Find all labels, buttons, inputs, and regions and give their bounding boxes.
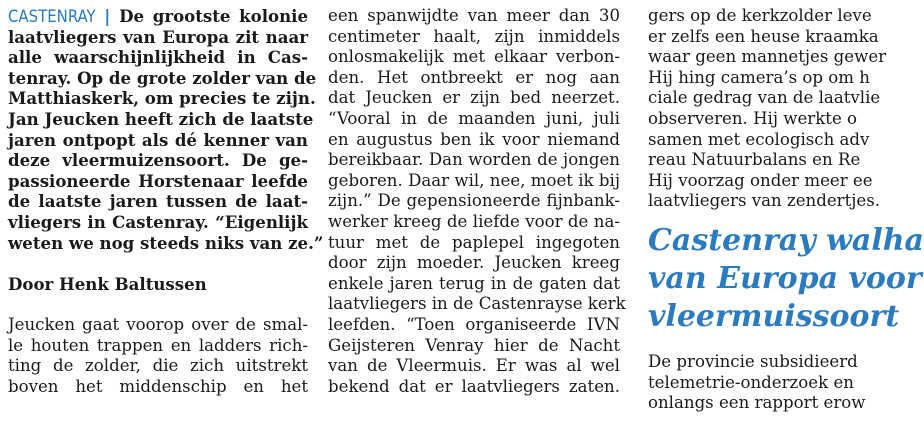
intro-first-line <box>8 6 308 27</box>
intro-line: weten we nog steeds niks van ze.” <box>8 232 324 253</box>
body-line: er zelfs een heuse kraamka <box>648 26 879 46</box>
body-line: een spanwijdte van meer dan 30 <box>328 6 620 25</box>
intro-line: de laatste jaren tussen de laat- <box>8 191 308 212</box>
column-2 <box>328 6 626 397</box>
body-line: le houten trappen en ladders rich- <box>8 335 308 355</box>
body-line: den. Het ontbreekt er nog aan <box>328 67 620 87</box>
body-line: Jeucken gaat voorop over de smal- <box>8 314 308 334</box>
body-line: Geijsteren Venray hier de Nacht <box>328 335 620 355</box>
body-line: bekend dat er laatvliegers zaten. <box>328 376 620 396</box>
column-3 <box>648 6 924 414</box>
byline: Door Henk Baltussen <box>8 273 207 294</box>
body-line: “Vooral in de maanden juni, juli <box>328 108 620 128</box>
body-line: boven het middenschip en het <box>8 376 308 396</box>
body-line: reau Natuurbalans en Re <box>648 150 861 170</box>
body-line: van de Vleermuis. Er was al wel <box>328 356 620 376</box>
body-line: laatvliegers in de Castenrayse kerk <box>328 294 626 314</box>
intro-line: Matthiaskerk, om precies te zijn. <box>8 88 316 109</box>
body-line: Hij hing camera’s op om h <box>648 67 870 87</box>
body-line: samen met ecologisch adv <box>648 129 870 149</box>
kicker-separator: | <box>104 7 111 26</box>
body-line: werker kreeg de liefde voor de na- <box>328 211 620 231</box>
intro-line: vliegers in Castenray. “Eigenlijk <box>8 211 308 232</box>
intro-line: passioneerde Horstenaar leefde <box>8 170 308 191</box>
intro-line: jaren ontpopt als dé kenner van <box>8 129 308 150</box>
body-line: De provincie subsidieerd <box>648 351 858 371</box>
subheadline-line: van Europa voor <box>648 260 922 296</box>
body-line: observeren. Hij werkte o <box>648 108 858 128</box>
body-line: geboren. Daar wil, nee, moet ik bij <box>328 170 620 190</box>
body-line: centimeter haalt, zijn inmiddels <box>328 26 620 46</box>
body-line: ciale gedrag van de laatvlie <box>648 88 881 108</box>
body-line: ting de zolder, die zich uitstrekt <box>8 356 308 376</box>
subheadline-line: vleermuissoort <box>648 298 900 334</box>
body-line: door zijn moeder. Jeucken kreeg <box>328 253 620 273</box>
intro-line: deze vleermuizensoort. De ge- <box>8 150 308 171</box>
body-line: bereikbaar. Dan worden de jongen <box>328 150 620 170</box>
body-line: laatvliegers van zendertjes. <box>648 191 881 211</box>
intro-line: alle waarschijnlijkheid in Cas- <box>8 47 308 68</box>
subheadline-line: Castenray walha <box>648 222 924 258</box>
intro-line: laatvliegers van Europa zit naar <box>8 26 308 47</box>
body-line: Hij voorzag onder meer ee <box>648 170 873 190</box>
body-line: en augustus ben ik voor niemand <box>328 129 620 149</box>
body-line: onlangs een rapport erow <box>648 393 866 413</box>
body-line: zijn.” De gepensioneerde fijnbank- <box>328 191 620 211</box>
body-line: telemetrie-onderzoek en <box>648 372 854 392</box>
intro-first-text: De grootste kolonie <box>119 6 309 26</box>
body-line: leefden. “Toen organiseerde IVN <box>328 314 620 334</box>
intro-line: tenray. Op de grote zolder van de <box>8 67 317 88</box>
body-line: gers op de kerkzolder leve <box>648 6 872 25</box>
body-line: enkele jaren terug in de gaten dat <box>328 273 620 293</box>
body-line: waar geen mannetjes gewer <box>648 47 887 67</box>
intro-line: Jan Jeucken heeft zich de laatste <box>8 108 314 129</box>
body-line: tuur met de paplepel ingegoten <box>328 232 620 252</box>
body-line: onlosmakelijk met elkaar verbon- <box>328 47 620 67</box>
column-1 <box>8 6 324 397</box>
kicker-label: CASTENRAY <box>8 7 96 26</box>
body-line: dat Jeucken er zijn bed neerzet. <box>328 88 620 108</box>
